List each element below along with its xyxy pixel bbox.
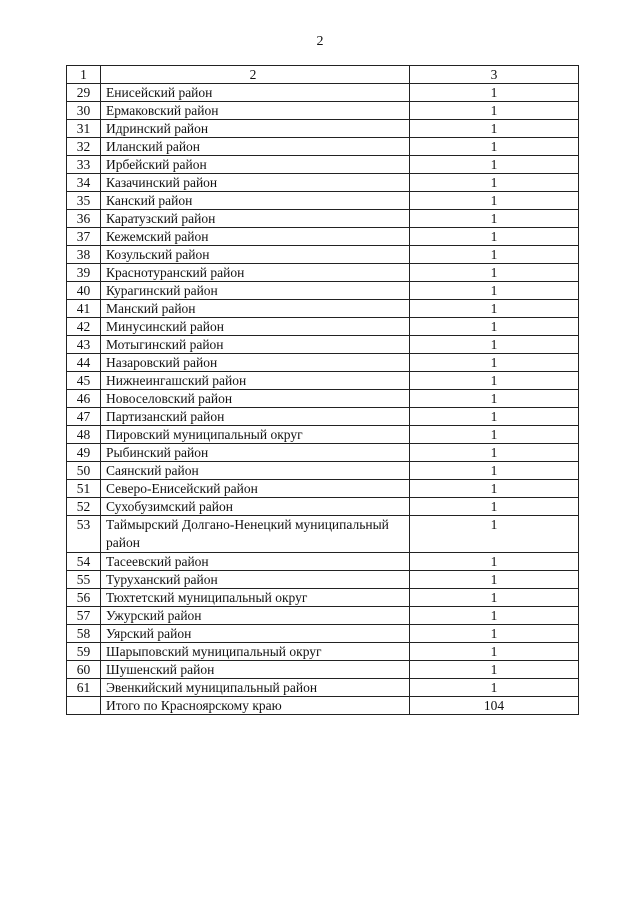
row-name: Тасеевский район <box>101 553 410 571</box>
table-row <box>67 192 579 210</box>
row-name: Козульский район <box>101 246 410 264</box>
row-name: Сухобузимский район <box>101 498 410 516</box>
districts-table <box>66 65 579 715</box>
row-name: Манский район <box>101 300 410 318</box>
row-number: 40 <box>67 282 101 300</box>
table-row <box>67 408 579 426</box>
table-row <box>67 84 579 102</box>
row-value: 1 <box>410 444 579 462</box>
row-name: Партизанский район <box>101 408 410 426</box>
row-number: 34 <box>67 174 101 192</box>
header-cell-name: 2 <box>101 66 410 84</box>
row-value: 1 <box>410 102 579 120</box>
row-value: 1 <box>410 210 579 228</box>
row-number: 60 <box>67 661 101 679</box>
row-name: Канский район <box>101 192 410 210</box>
row-number: 51 <box>67 480 101 498</box>
row-name: Казачинский район <box>101 174 410 192</box>
row-name: Таймырский Долгано-Ненецкий муниципальный район <box>101 516 410 553</box>
row-value: 1 <box>410 264 579 282</box>
table-row <box>67 336 579 354</box>
row-number: 57 <box>67 607 101 625</box>
row-name: Новоселовский район <box>101 390 410 408</box>
table-row <box>67 120 579 138</box>
row-number: 53 <box>67 516 101 553</box>
row-value: 1 <box>410 318 579 336</box>
total-value: 104 <box>410 697 579 715</box>
table-row <box>67 264 579 282</box>
row-name: Мотыгинский район <box>101 336 410 354</box>
row-number: 42 <box>67 318 101 336</box>
row-number: 49 <box>67 444 101 462</box>
row-name: Ирбейский район <box>101 156 410 174</box>
row-value: 1 <box>410 390 579 408</box>
table-row <box>67 228 579 246</box>
row-number: 30 <box>67 102 101 120</box>
row-value: 1 <box>410 408 579 426</box>
row-number: 58 <box>67 625 101 643</box>
row-number: 46 <box>67 390 101 408</box>
row-number: 36 <box>67 210 101 228</box>
row-name: Назаровский район <box>101 354 410 372</box>
row-name: Пировский муниципальный округ <box>101 426 410 444</box>
table-row <box>67 444 579 462</box>
row-name: Каратузский район <box>101 210 410 228</box>
table-row <box>67 300 579 318</box>
row-value: 1 <box>410 661 579 679</box>
row-number: 47 <box>67 408 101 426</box>
table-row <box>67 498 579 516</box>
row-name: Нижнеингашский район <box>101 372 410 390</box>
row-value: 1 <box>410 354 579 372</box>
table-row <box>67 643 579 661</box>
row-value: 1 <box>410 156 579 174</box>
row-number: 31 <box>67 120 101 138</box>
row-value: 1 <box>410 138 579 156</box>
header-cell-value: 3 <box>410 66 579 84</box>
table-row <box>67 462 579 480</box>
table-header-row <box>67 66 579 84</box>
row-name: Иланский район <box>101 138 410 156</box>
row-value: 1 <box>410 643 579 661</box>
table-row <box>67 625 579 643</box>
table-row <box>67 679 579 697</box>
total-number <box>67 697 101 715</box>
row-number: 59 <box>67 643 101 661</box>
row-number: 50 <box>67 462 101 480</box>
row-value: 1 <box>410 516 579 553</box>
row-number: 41 <box>67 300 101 318</box>
row-number: 48 <box>67 426 101 444</box>
row-value: 1 <box>410 607 579 625</box>
table-row <box>67 156 579 174</box>
row-value: 1 <box>410 571 579 589</box>
row-value: 1 <box>410 192 579 210</box>
row-value: 1 <box>410 426 579 444</box>
row-value: 1 <box>410 120 579 138</box>
row-name: Енисейский район <box>101 84 410 102</box>
row-value: 1 <box>410 228 579 246</box>
row-value: 1 <box>410 300 579 318</box>
row-value: 1 <box>410 679 579 697</box>
row-name: Шушенский район <box>101 661 410 679</box>
table-row <box>67 282 579 300</box>
row-value: 1 <box>410 84 579 102</box>
table-row <box>67 138 579 156</box>
row-number: 29 <box>67 84 101 102</box>
row-value: 1 <box>410 462 579 480</box>
row-number: 35 <box>67 192 101 210</box>
row-name: Эвенкийский муниципальный район <box>101 679 410 697</box>
row-number: 37 <box>67 228 101 246</box>
table-row <box>67 354 579 372</box>
row-number: 56 <box>67 589 101 607</box>
row-value: 1 <box>410 553 579 571</box>
table-row <box>67 553 579 571</box>
page-number: 2 <box>316 34 324 49</box>
row-name: Ужурский район <box>101 607 410 625</box>
row-number: 55 <box>67 571 101 589</box>
row-name: Минусинский район <box>101 318 410 336</box>
row-number: 54 <box>67 553 101 571</box>
table-row <box>67 516 579 553</box>
row-number: 45 <box>67 372 101 390</box>
table-row <box>67 210 579 228</box>
row-name: Северо-Енисейский район <box>101 480 410 498</box>
table-row <box>67 571 579 589</box>
row-number: 33 <box>67 156 101 174</box>
row-name: Рыбинский район <box>101 444 410 462</box>
row-name: Ермаковский район <box>101 102 410 120</box>
row-value: 1 <box>410 372 579 390</box>
row-number: 43 <box>67 336 101 354</box>
table-row <box>67 607 579 625</box>
row-value: 1 <box>410 480 579 498</box>
header-cell-number: 1 <box>67 66 101 84</box>
row-name: Идринский район <box>101 120 410 138</box>
table-row <box>67 426 579 444</box>
total-row <box>67 697 579 715</box>
row-name: Шарыповский муниципальный округ <box>101 643 410 661</box>
row-name: Саянский район <box>101 462 410 480</box>
row-value: 1 <box>410 246 579 264</box>
row-name: Краснотуранский район <box>101 264 410 282</box>
row-number: 44 <box>67 354 101 372</box>
table-body <box>67 66 579 715</box>
row-number: 32 <box>67 138 101 156</box>
row-number: 52 <box>67 498 101 516</box>
row-name: Курагинский район <box>101 282 410 300</box>
table-row <box>67 246 579 264</box>
row-value: 1 <box>410 498 579 516</box>
row-number: 39 <box>67 264 101 282</box>
row-value: 1 <box>410 625 579 643</box>
table-row <box>67 661 579 679</box>
row-name: Туруханский район <box>101 571 410 589</box>
row-value: 1 <box>410 336 579 354</box>
table-row <box>67 589 579 607</box>
row-name: Уярский район <box>101 625 410 643</box>
row-number: 38 <box>67 246 101 264</box>
table-row <box>67 102 579 120</box>
row-name: Кежемский район <box>101 228 410 246</box>
row-value: 1 <box>410 589 579 607</box>
table-row <box>67 174 579 192</box>
table-row <box>67 480 579 498</box>
total-label: Итого по Красноярскому краю <box>101 697 410 715</box>
row-number: 61 <box>67 679 101 697</box>
table-row <box>67 372 579 390</box>
row-value: 1 <box>410 282 579 300</box>
row-name: Тюхтетский муниципальный округ <box>101 589 410 607</box>
table-row <box>67 390 579 408</box>
row-value: 1 <box>410 174 579 192</box>
table-row <box>67 318 579 336</box>
